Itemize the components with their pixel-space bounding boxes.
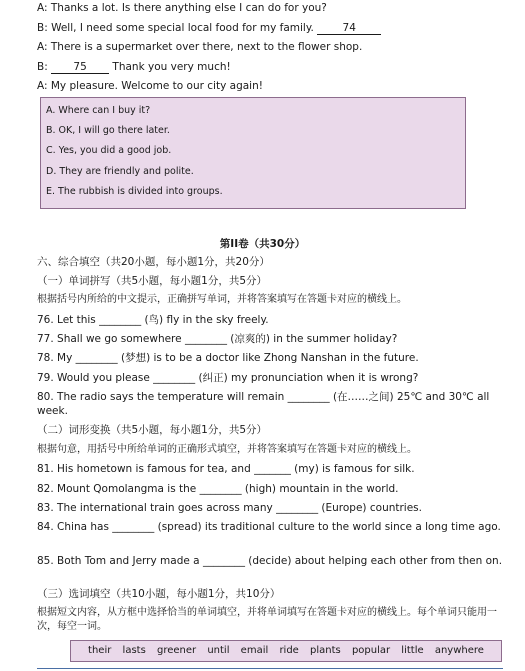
question-79: 79. Would you please ________ (纠正) my pronunciation when it is wrong? [37, 372, 419, 384]
question-78: 78. My ________ (梦想) is to be a doctor like Zhong Nanshan in the future. [37, 352, 419, 364]
word-bank-word: lasts [122, 645, 146, 656]
part-two-title: 第II卷（共30分） [219, 238, 306, 250]
word-bank-word: plants [310, 645, 341, 656]
word-bank-word: until [207, 645, 230, 656]
sub3-heading: （三）选词填空（共10小题，每小题1分，共10分） [37, 588, 281, 600]
question-81: 81. His hometown is famous for tea, and _______ (my) is famous for silk. [37, 463, 415, 475]
sub1-heading: （一）单词拼写（共5小题，每小题1分，共5分） [37, 275, 268, 287]
option-a: A. Where can I buy it? [46, 105, 151, 116]
question-76: 76. Let this ________ (鸟) fly in the sky freely. [37, 314, 269, 326]
bottom-divider [37, 668, 503, 669]
sub2-heading: （二）词形变换（共5小题，每小题1分，共5分） [37, 424, 268, 436]
word-bank-word: their [88, 645, 112, 656]
dialogue-line-5: A: My pleasure. Welcome to our city again! [37, 80, 263, 92]
dialogue-line-1: A: Thanks a lot. Is there anything else I can do for you? [37, 2, 327, 14]
option-b: B. OK, I will go there later. [46, 125, 170, 136]
word-bank-word: email [240, 645, 269, 656]
option-e: E. The rubbish is divided into groups. [46, 186, 223, 197]
word-bank-word: greener [156, 645, 197, 656]
sub1-instruction: 根据括号内所给的中文提示，正确拼写单词，并将答案填写在答题卡对应的横线上。 [37, 294, 407, 305]
dialogue-line-2: B: Well, I need some special local food for my family. 74 [37, 21, 513, 35]
sub2-instruction: 根据句意，用括号中所给单词的正确形式填空，并将答案填写在答题卡对应的横线上。 [37, 444, 417, 455]
sub3-instruction: 根据短文内容，从方框中选择恰当的单词填空，并将单词填写在答题卡对应的横线上。每个单词只能用一次，每空一词。 [37, 607, 497, 632]
answer-blank-75: 75 [51, 61, 109, 74]
answer-blank-74: 74 [317, 22, 381, 35]
dialogue-line-3: A: There is a supermarket over there, next to the flower shop. [37, 41, 363, 53]
question-77: 77. Shall we go somewhere ________ (凉爽的) in the summer holiday? [37, 333, 398, 345]
question-82: 82. Mount Qomolangma is the ________ (high) mountain in the world. [37, 483, 399, 495]
word-bank-word: anywhere [434, 645, 484, 656]
question-85: 85. Both Tom and Jerry made a ________ (decide) about helping each other from then on. [37, 555, 503, 567]
word-bank-word: popular [351, 645, 391, 656]
word-bank-word: ride [279, 645, 299, 656]
section-six-heading: 六、综合填空（共20小题，每小题1分，共20分） [37, 256, 270, 268]
dialogue-line-4: B: 75 Thank you very much! [37, 61, 231, 73]
word-bank-word: little [401, 645, 424, 656]
question-80: 80. The radio says the temperature will remain ________ (在……之间) 25℃ and 30℃ all week. [37, 391, 490, 417]
word-bank-box [70, 640, 502, 662]
option-c: C. Yes, you did a good job. [46, 145, 172, 156]
options-box [40, 97, 466, 209]
option-d: D. They are friendly and polite. [46, 166, 194, 177]
question-84: 84. China has ________ (spread) its traditional culture to the world since a long time ago. [37, 521, 501, 533]
question-83: 83. The international train goes across many ________ (Europe) countries. [37, 502, 422, 514]
